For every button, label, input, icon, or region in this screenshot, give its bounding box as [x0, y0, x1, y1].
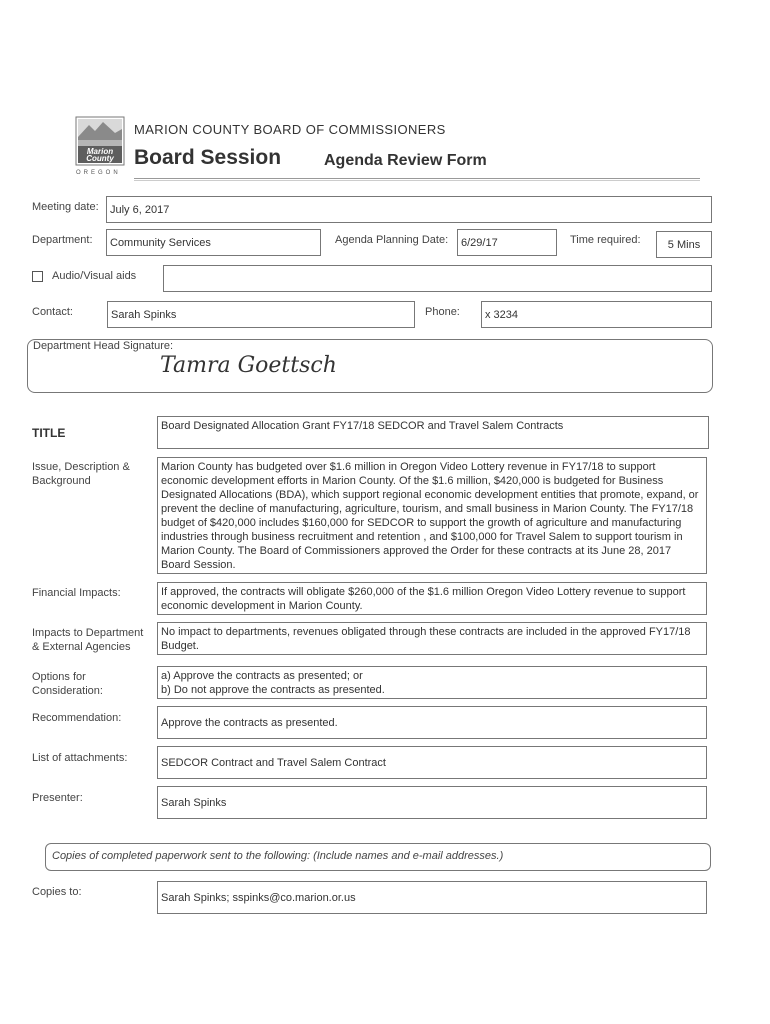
audio-visual-label: Audio/Visual aids	[52, 270, 137, 282]
financial-field[interactable]: If approved, the contracts will obligate $260,000 of the $1.6 million Oregon Video Lottery revenue to support economic development in Marion County.	[157, 582, 707, 615]
options-label-line2: Consideration:	[32, 685, 103, 697]
header-divider-shadow	[134, 180, 700, 181]
impacts-label-line2: & External Agencies	[32, 641, 131, 653]
meeting-date-label: Meeting date:	[32, 201, 99, 213]
options-field[interactable]	[157, 666, 707, 699]
presenter-label: Presenter:	[32, 792, 83, 804]
logo-line1: Marion	[86, 147, 114, 156]
contact-field[interactable]: Sarah Spinks	[107, 301, 415, 328]
marion-county-logo	[75, 116, 125, 178]
phone-label: Phone:	[425, 306, 460, 318]
presenter-field[interactable]: Sarah Spinks	[157, 786, 707, 819]
planning-date-field[interactable]: 6/29/17	[457, 229, 557, 256]
planning-date-label: Agenda Planning Date:	[335, 234, 449, 246]
options-label-line1: Options for	[32, 671, 86, 683]
mountain-logo-icon	[75, 116, 125, 178]
impacts-label-line1: Impacts to Department	[32, 627, 144, 639]
recommendation-label: Recommendation:	[32, 712, 122, 724]
time-required-field[interactable]: 5 Mins	[656, 231, 712, 258]
issue-label-line2: Background	[32, 475, 91, 487]
copies-to-field[interactable]: Sarah Spinks; sspinks@co.marion.or.us	[157, 881, 707, 914]
header-divider	[134, 178, 700, 179]
impacts-field[interactable]: No impact to departments, revenues obligated through these contracts are included in the approved FY17/18 Budget.	[157, 622, 707, 655]
title-field[interactable]: Board Designated Allocation Grant FY17/18 SEDCOR and Travel Salem Contracts	[157, 416, 709, 449]
option-b: b) Do not approve the contracts as presented.	[161, 684, 385, 696]
logo-state: OREGON	[76, 170, 121, 176]
recommendation-field[interactable]: Approve the contracts as presented.	[157, 706, 707, 739]
attachments-label: List of attachments:	[32, 752, 128, 764]
form-name: Agenda Review Form	[324, 152, 487, 169]
logo-line2: County	[86, 154, 114, 163]
audio-visual-checkbox[interactable]	[32, 271, 43, 282]
copies-to-label: Copies to:	[32, 886, 82, 898]
department-field[interactable]: Community Services	[106, 229, 321, 256]
board-session-title: Board Session	[134, 146, 282, 169]
phone-field[interactable]: x 3234	[481, 301, 712, 328]
financial-label: Financial Impacts:	[32, 587, 121, 599]
copies-note: Copies of completed paperwork sent to the following: (Include names and e-mail addresses.)	[45, 843, 711, 871]
signature-label: Department Head Signature:	[33, 340, 174, 352]
department-head-signature: Tamra Goettsch	[160, 353, 337, 378]
title-label: TITLE	[32, 426, 66, 440]
issue-field[interactable]: Marion County has budgeted over $1.6 million in Oregon Video Lottery revenue in FY17/18 to support economic development efforts in Marion County. Of the $1.6 million, $420,000 is budgeted for Business Designated Allocations (BDA), which support regional economic development entities that promote, expand, or prevent the decline of manufacturing, agriculture, tourism, and small business in Marion County. The FY17/18 budget of $420,000 includes $160,000 for SEDCOR to support the growth of agriculture and manufacturing industries through business recruitment and retention , and $100,000 for Travel Salem to support tourism in Marion County. The Board of Commissioners approved the Order for these contracts at its June 28, 2017 Board Session.	[157, 457, 707, 574]
county-title: MARION COUNTY BOARD OF COMMISSIONERS	[134, 122, 446, 137]
issue-label-line1: Issue, Description &	[32, 461, 130, 473]
contact-label: Contact:	[32, 306, 73, 318]
attachments-field[interactable]: SEDCOR Contract and Travel Salem Contract	[157, 746, 707, 779]
audio-visual-field[interactable]	[163, 265, 712, 292]
option-a: a) Approve the contracts as presented; or	[161, 670, 363, 682]
meeting-date-field[interactable]: July 6, 2017	[106, 196, 712, 223]
time-required-label: Time required:	[570, 234, 641, 246]
department-label: Department:	[32, 234, 93, 246]
